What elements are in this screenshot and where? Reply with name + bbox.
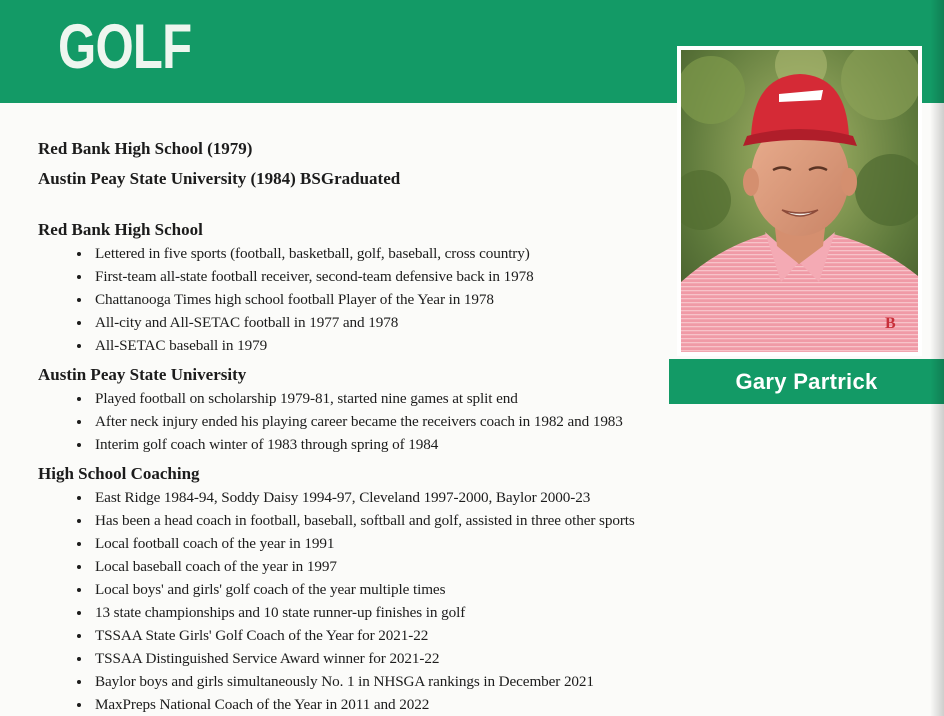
coach-name: Gary Partrick: [735, 368, 878, 394]
list-item: Has been a head coach in football, baseball, softball and golf, assisted in three other sports: [73, 509, 668, 532]
list-item: Local baseball coach of the year in 1997: [73, 555, 668, 578]
list-item: Interim golf coach winter of 1983 through spring of 1984: [73, 433, 668, 456]
list-item: East Ridge 1984-94, Soddy Daisy 1994-97, Cleveland 1997-2000, Baylor 2000-23: [73, 486, 668, 509]
section-heading-coaching: High School Coaching: [38, 464, 200, 483]
list-item: TSSAA State Girls' Golf Coach of the Year for 2021-22: [73, 624, 668, 647]
list-item: All-SETAC baseball in 1979: [73, 334, 668, 357]
section-heading-red-bank: Red Bank High School: [38, 220, 203, 239]
list-item: Played football on scholarship 1979-81, started nine games at split end: [73, 387, 668, 410]
list-item: First-team all-state football receiver, second-team defensive back in 1978: [73, 265, 668, 288]
sport-title: GOLF: [58, 12, 192, 82]
list-item: Local boys' and girls' golf coach of the year multiple times: [73, 578, 668, 601]
austin-peay-list: [38, 387, 668, 456]
photo-frame: [677, 46, 922, 356]
name-banner: [669, 359, 944, 404]
list-item: After neck injury ended his playing career became the receivers coach in 1982 and 1983: [73, 410, 668, 433]
education-highschool: Red Bank High School (1979): [38, 139, 253, 158]
education-university: Austin Peay State University (1984) BSGraduated: [38, 169, 401, 188]
svg-text:B: B: [885, 315, 896, 332]
list-item: MaxPreps National Coach of the Year in 2011 and 2022: [73, 693, 668, 716]
bio-content: [38, 137, 668, 716]
list-item: Baylor boys and girls simultaneously No. 1 in NHSGA rankings in December 2021: [73, 670, 668, 693]
page-edge-shadow: [930, 0, 944, 716]
red-bank-list: [38, 242, 668, 357]
coaching-list: [38, 486, 668, 716]
list-item: 13 state championships and 10 state runner-up finishes in golf: [73, 601, 668, 624]
list-item: Local football coach of the year in 1991: [73, 532, 668, 555]
portrait-photo: [681, 50, 918, 352]
list-item: Lettered in five sports (football, basketball, golf, baseball, cross country): [73, 242, 668, 265]
list-item: Chattanooga Times high school football Player of the Year in 1978: [73, 288, 668, 311]
section-heading-austin-peay: Austin Peay State University: [38, 365, 247, 384]
list-item: TSSAA Distinguished Service Award winner for 2021-22: [73, 647, 668, 670]
list-item: All-city and All-SETAC football in 1977 and 1978: [73, 311, 668, 334]
